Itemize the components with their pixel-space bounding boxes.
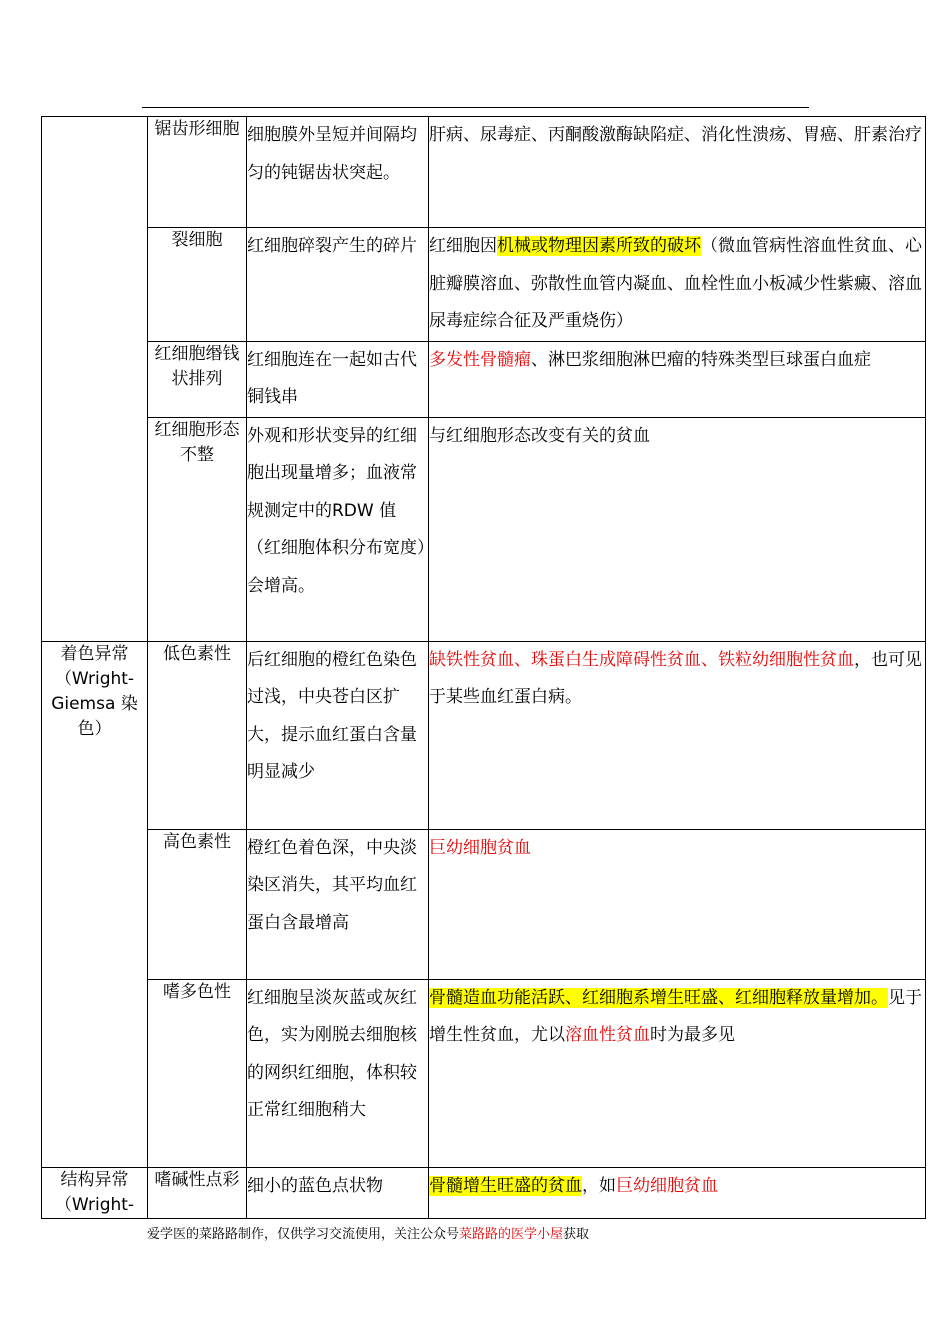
cell-description: 红细胞连在一起如古代铜钱串 xyxy=(247,341,429,417)
cell-description: 橙红色着色深，中央淡染区消失，其平均血红蛋白含最增高 xyxy=(247,829,429,979)
cell-clinical xyxy=(429,641,926,829)
footer-text-end: 获取 xyxy=(563,1227,590,1242)
table-row xyxy=(42,228,926,342)
cell-clinical xyxy=(429,829,926,979)
header-rule xyxy=(142,107,809,108)
cell-clinical xyxy=(429,341,926,417)
text-plain: （微血管病性溶血性贫血、心脏瓣膜溶血、弥散性血管内凝血、血栓性血小板减少性紫癜、溶血尿毒症综合征及严重烧伤） xyxy=(429,236,922,331)
cell-description: 细小的蓝色点状物 xyxy=(247,1167,429,1218)
text-red: 巨幼细胞贫血 xyxy=(616,1175,718,1196)
text-red: 溶血性贫血 xyxy=(565,1025,650,1045)
cell-clinical: 肝病、尿毒症、丙酮酸激酶缺陷症、消化性溃疡、胃癌、肝素治疗 xyxy=(429,117,926,228)
cell-clinical xyxy=(429,1167,926,1218)
text-red: 巨幼细胞贫血 xyxy=(429,837,531,858)
cell-clinical: 与红细胞形态改变有关的贫血 xyxy=(429,417,926,641)
cell-clinical xyxy=(429,228,926,342)
cell-description: 后红细胞的橙红色染色过浅，中央苍白区扩大，提示血红蛋白含量明显减少 xyxy=(247,641,429,829)
table-row xyxy=(42,341,926,417)
table-row xyxy=(42,829,926,979)
text-plain: 见于增生性贫血，尤以 xyxy=(429,987,922,1045)
group-cell-coloring: 着色异常（Wright-Giemsa 染色） xyxy=(42,641,148,1167)
cell-description: 外观和形状变异的红细胞出现量增多；血液常规测定中的RDW 值（红细胞体积分布宽度）会增高。 xyxy=(247,417,429,641)
text-highlight: 骨髓增生旺盛的贫血 xyxy=(429,1175,582,1196)
text-highlight: 机械或物理因素所致的破坏 xyxy=(497,236,701,256)
group-cell-shape xyxy=(42,117,148,642)
group-cell-structure: 结构异常（Wright- xyxy=(42,1167,148,1218)
cell-name: 低色素性 xyxy=(148,641,247,829)
cell-name: 锯齿形细胞 xyxy=(148,117,247,228)
text-plain: ，如 xyxy=(582,1175,616,1196)
text-plain: 时为最多见 xyxy=(650,1025,735,1045)
text-plain: 、淋巴浆细胞淋巴瘤的特殊类型巨球蛋白血症 xyxy=(531,349,871,370)
cell-description: 红细胞呈淡灰蓝或灰红色，实为刚脱去细胞核的网织红细胞，体积较正常红细胞稍大 xyxy=(247,979,429,1167)
text-red: 多发性骨髓瘤 xyxy=(429,349,531,370)
text-plain: ，也可见于某些血红蛋白病。 xyxy=(429,649,922,707)
cell-name: 红细胞形态不整 xyxy=(148,417,247,641)
footer-text: 爱学医的菜路路制作，仅供学习交流使用，关注公众号 xyxy=(147,1227,460,1242)
cell-name: 嗜碱性点彩 xyxy=(148,1167,247,1218)
table-row xyxy=(42,641,926,829)
cell-description: 红细胞碎裂产生的碎片 xyxy=(247,228,429,342)
cell-description: 细胞膜外呈短并间隔均匀的钝锯齿状突起。 xyxy=(247,117,429,228)
table-row xyxy=(42,117,926,228)
rbc-morphology-table xyxy=(41,116,926,1219)
cell-name: 嗜多色性 xyxy=(148,979,247,1167)
page-footer xyxy=(147,1225,589,1245)
text-red: 缺铁性贫血、珠蛋白生成障碍性贫血、铁粒幼细胞性贫血 xyxy=(429,649,854,670)
table-row xyxy=(42,979,926,1167)
table-row xyxy=(42,1167,926,1218)
text-highlight: 骨髓造血功能活跃、红细胞系增生旺盛、红细胞释放量增加。 xyxy=(429,987,888,1008)
cell-name: 高色素性 xyxy=(148,829,247,979)
table-row xyxy=(42,417,926,641)
text-plain: 红细胞因 xyxy=(429,236,497,256)
cell-name: 裂细胞 xyxy=(148,228,247,342)
cell-clinical xyxy=(429,979,926,1167)
cell-name: 红细胞缗钱状排列 xyxy=(148,341,247,417)
footer-account-name: 菜路路的医学小屋 xyxy=(459,1227,564,1242)
